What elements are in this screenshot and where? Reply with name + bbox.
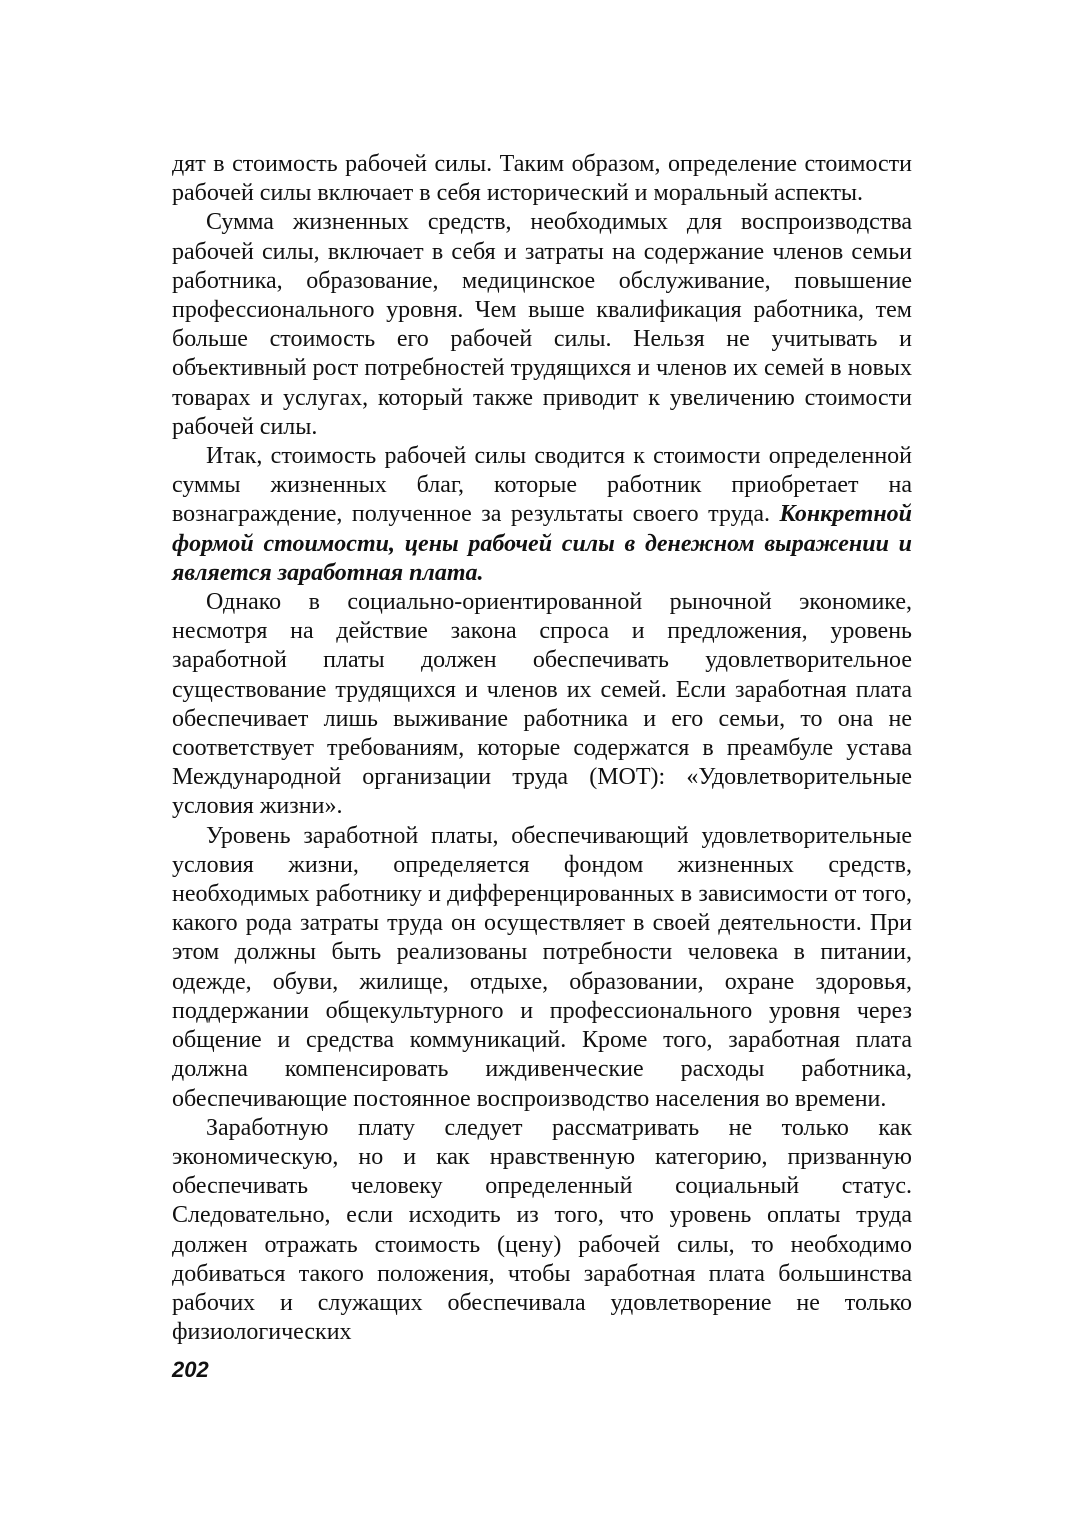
paragraph-continuation [172,150,912,208]
italic-definition: Конкретной формой стоимости, цены рабочей силы в денежном выражении и является заработная плата. [172,501,912,586]
body-text [172,150,912,1347]
paragraph-text: дят в стоимость рабочей силы. Таким образом, определение стоимости рабочей силы включает в себя исторический и моральный аспекты. [172,151,912,207]
paragraph-text: Заработную плату следует рассматривать не только как экономическую, но и как нравственную категорию, призванную обеспечивать человеку определенный социальный статус. Следовательно, если исходить из того, что уровень оплаты труда должен отражать стоимость (цену) рабочей силы, то необходимо добиваться такого положения, чтобы заработная плата большинства рабочих и служащих обеспечивала удовлетворение не только физиологических [172,1114,912,1346]
paragraph-text: Однако в социально-ориентированной рыночной экономике, несмотря на действие закона спроса и предложения, уровень заработной платы должен обеспечивать удовлетворительное существование трудящихся и членов их семей. Если заработная плата обеспечивает лишь выживание работника и его семьи, то она не соответствует требованиям, которые содержатся в преамбуле устава Международной организации труда (МОТ): «Удовлетворительные условия жизни». [172,589,912,820]
paragraph [172,822,912,1114]
paragraph [172,1114,912,1348]
paragraph-text: Итак, стоимость рабочей силы сводится к стоимости определенной суммы жизненных благ, которые работник приобретает на вознаграждение, полученное за результаты своего труда. [172,443,912,528]
paragraph [172,208,912,442]
paragraph-text: Уровень заработной платы, обеспечивающий удовлетворительные условия жизни, определяется фондом жизненных средств, необходимых работнику и дифференцированных в зависимости от того, какого рода затраты труда он осуществляет в своей деятельности. При этом должны быть реализованы потребности человека в питании, одежде, обуви, жилище, отдыхе, образовании, охране здоровья, поддержании общекультурного и профессионального уровня через общение и средства коммуникаций. Кроме того, заработная плата должна компенсировать иждивенческие расходы работника, обеспечивающие постоянное воспроизводство населения во времени. [172,822,912,1112]
paragraph [172,588,912,822]
page-number: 202 [172,1357,209,1382]
paragraph [172,442,912,588]
paragraph-text: Сумма жизненных средств, необходимых для воспроизводства рабочей силы, включает в себя и затраты на содержание членов семьи работника, образование, медицинское обслуживание, повышение профессионального уровня. Чем выше квалификация работника, тем больше стоимость его рабочей силы. Нельзя не учитывать и объективный рост потребностей трудящихся и членов их семей в новых товарах и услугах, который также приводит к увеличению стоимости рабочей силы. [172,209,912,440]
